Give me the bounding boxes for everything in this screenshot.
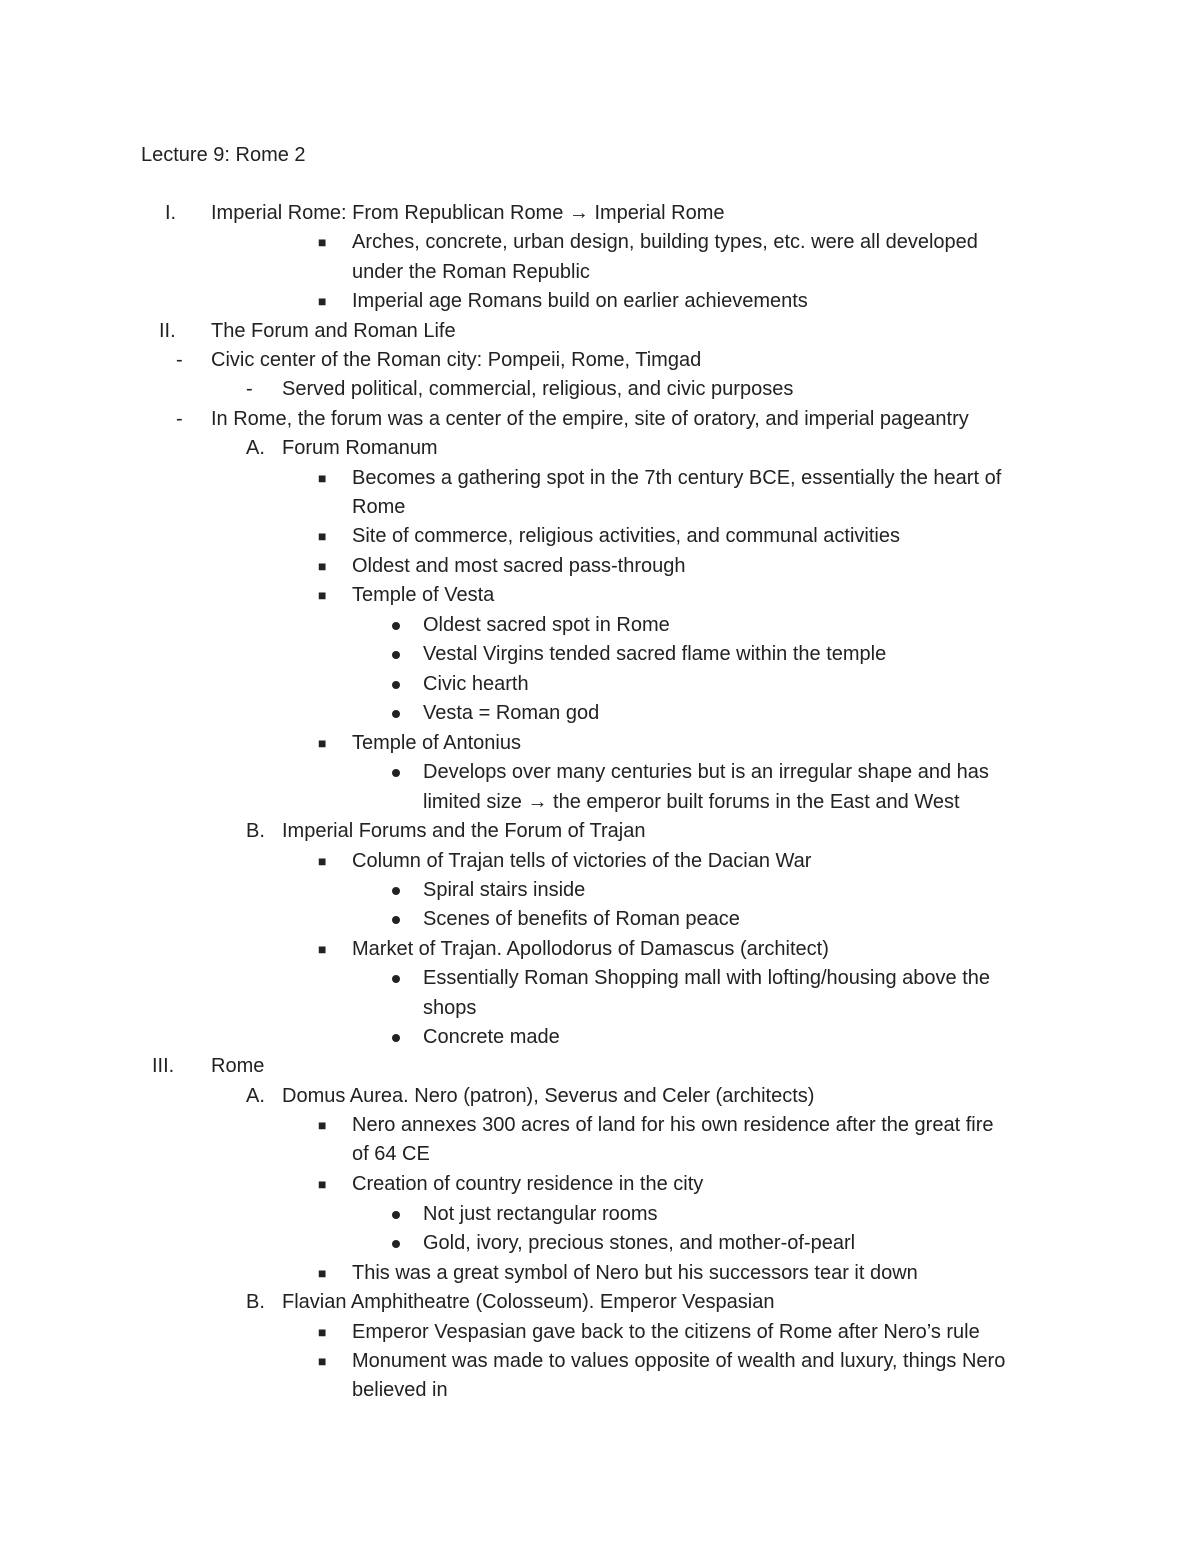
outline-text: Oldest and most sacred pass-through [352, 555, 686, 577]
outline-text: Nero annexes 300 acres of land for his own residence after the great fire [352, 1114, 994, 1136]
outline-text: Concrete made [423, 1026, 560, 1048]
outline-line [0, 1259, 1200, 1288]
outline-text: Oldest sacred spot in Rome [423, 614, 670, 636]
bullet-dot-icon [392, 1034, 400, 1042]
outline-line [0, 964, 1200, 993]
outline-text: Essentially Roman Shopping mall with lofting/housing above the [423, 967, 991, 989]
bullet-square-icon: ■ [318, 853, 327, 869]
outline-line [0, 640, 1200, 669]
outline-text: under the Roman Republic [352, 261, 590, 283]
outline-text: Not just rectangular rooms [423, 1203, 658, 1225]
bullet-square-icon: ■ [318, 1117, 327, 1133]
bullet-dot-icon [392, 975, 400, 983]
outline-line [0, 1318, 1200, 1347]
outline-line [0, 346, 1200, 375]
outline-line [0, 935, 1200, 964]
outline-line [0, 788, 1200, 817]
outline-text: In Rome, the forum was a center of the empire, site of oratory, and imperial pageantry [211, 408, 969, 430]
outline-line [0, 876, 1200, 905]
page-title: Lecture 9: Rome 2 [141, 144, 306, 166]
bullet-dot-icon [392, 887, 400, 895]
outline-text: Rome [352, 496, 406, 518]
outline-text: Develops over many centuries but is an irregular shape and has [423, 761, 989, 783]
outline-line [0, 287, 1200, 316]
outline-line [0, 905, 1200, 934]
outline-line [0, 1347, 1200, 1376]
outline-line [0, 317, 1200, 346]
outline-line [0, 1082, 1200, 1111]
bullet-dot-icon [392, 769, 400, 777]
bullet-square-icon: ■ [318, 1176, 327, 1192]
outline-text: Vestal Virgins tended sacred flame within the temple [423, 643, 887, 665]
bullet-dot-icon [392, 651, 400, 659]
bullet-square-icon: ■ [318, 1353, 327, 1369]
outline-line [0, 994, 1200, 1023]
outline-line [0, 817, 1200, 846]
bullet-square-icon: ■ [318, 293, 327, 309]
outline-text: Imperial Rome: From Republican Rome → Imperial Rome [211, 202, 725, 224]
bullet-square-icon: ■ [318, 1324, 327, 1340]
outline-text: Civic center of the Roman city: Pompeii, Rome, Timgad [211, 349, 702, 371]
outline-text: Column of Trajan tells of victories of the Dacian War [352, 850, 812, 872]
bullet-dot-icon [392, 1240, 400, 1248]
outline-text: Creation of country residence in the city [352, 1173, 704, 1195]
outline-text: This was a great symbol of Nero but his successors tear it down [352, 1262, 918, 1284]
bullet-square-icon: ■ [318, 941, 327, 957]
bullet-square-icon: ■ [318, 1265, 327, 1281]
outline-text: Becomes a gathering spot in the 7th century BCE, essentially the heart of [352, 467, 1002, 489]
outline-line [0, 1376, 1200, 1405]
outline-text: Temple of Antonius [352, 732, 521, 754]
outline-line [0, 758, 1200, 787]
outline-line [0, 199, 1200, 228]
outline-line [0, 405, 1200, 434]
bullet-square-icon: ■ [318, 735, 327, 751]
outline-line [0, 1288, 1200, 1317]
outline-text: Monument was made to values opposite of wealth and luxury, things Nero [352, 1350, 1006, 1372]
outline-text: Rome [211, 1055, 265, 1077]
outline-text: limited size → the emperor built forums in the East and West [423, 791, 960, 813]
outline-text: believed in [352, 1379, 448, 1401]
outline-text: Site of commerce, religious activities, and communal activities [352, 525, 900, 547]
list-marker: B. [246, 1291, 265, 1313]
list-marker: A. [246, 437, 265, 459]
outline-line [0, 552, 1200, 581]
outline-line [0, 847, 1200, 876]
outline-text: Domus Aurea. Nero (patron), Severus and Celer (architects) [282, 1085, 815, 1107]
list-marker: III. [152, 1055, 175, 1077]
bullet-dot-icon [392, 1211, 400, 1219]
outline-line [0, 1200, 1200, 1229]
outline-text: Flavian Amphitheatre (Colosseum). Emperor Vespasian [282, 1291, 775, 1313]
outline-line [0, 611, 1200, 640]
outline-text: Spiral stairs inside [423, 879, 586, 901]
outline-text: Civic hearth [423, 673, 529, 695]
bullet-dot-icon [392, 622, 400, 630]
outline-line [0, 375, 1200, 404]
outline-text: Gold, ivory, precious stones, and mother-of-pearl [423, 1232, 856, 1254]
outline-text: of 64 CE [352, 1143, 430, 1165]
list-marker: - [176, 349, 183, 371]
outline-line [0, 228, 1200, 257]
outline-text: shops [423, 997, 477, 1019]
outline-line [0, 1140, 1200, 1169]
outline-text: The Forum and Roman Life [211, 320, 456, 342]
outline-text: Emperor Vespasian gave back to the citizens of Rome after Nero’s rule [352, 1321, 980, 1343]
bullet-dot-icon [392, 916, 400, 924]
outline-line [0, 729, 1200, 758]
bullet-square-icon: ■ [318, 528, 327, 544]
outline-text: Imperial Forums and the Forum of Trajan [282, 820, 646, 842]
bullet-dot-icon [392, 710, 400, 718]
outline-line [0, 1229, 1200, 1258]
outline-line [0, 434, 1200, 463]
outline-line [0, 581, 1200, 610]
outline-text: Market of Trajan. Apollodorus of Damascus (architect) [352, 938, 829, 960]
list-marker: II. [159, 320, 176, 342]
outline-line [0, 670, 1200, 699]
outline-text: Arches, concrete, urban design, building types, etc. were all developed [352, 231, 978, 253]
list-marker: A. [246, 1085, 265, 1107]
outline-line [0, 699, 1200, 728]
outline-line [0, 258, 1200, 287]
outline-line [0, 1023, 1200, 1052]
outline-text: Forum Romanum [282, 437, 438, 459]
outline-line [0, 1170, 1200, 1199]
bullet-dot-icon [392, 681, 400, 689]
outline-line [0, 464, 1200, 493]
bullet-square-icon: ■ [318, 234, 327, 250]
outline-text: Scenes of benefits of Roman peace [423, 908, 740, 930]
outline-line [0, 1052, 1200, 1081]
list-marker: - [246, 378, 253, 400]
outline-text: Vesta = Roman god [423, 702, 600, 724]
list-marker: - [176, 408, 183, 430]
outline-text: Imperial age Romans build on earlier achievements [352, 290, 808, 312]
outline-line [0, 522, 1200, 551]
list-marker: B. [246, 820, 265, 842]
bullet-square-icon: ■ [318, 470, 327, 486]
outline-line [0, 493, 1200, 522]
bullet-square-icon: ■ [318, 558, 327, 574]
outline-text: Temple of Vesta [352, 584, 495, 606]
outline-text: Served political, commercial, religious, and civic purposes [282, 378, 794, 400]
list-marker: I. [165, 202, 177, 224]
outline-line [0, 1111, 1200, 1140]
bullet-square-icon: ■ [318, 587, 327, 603]
